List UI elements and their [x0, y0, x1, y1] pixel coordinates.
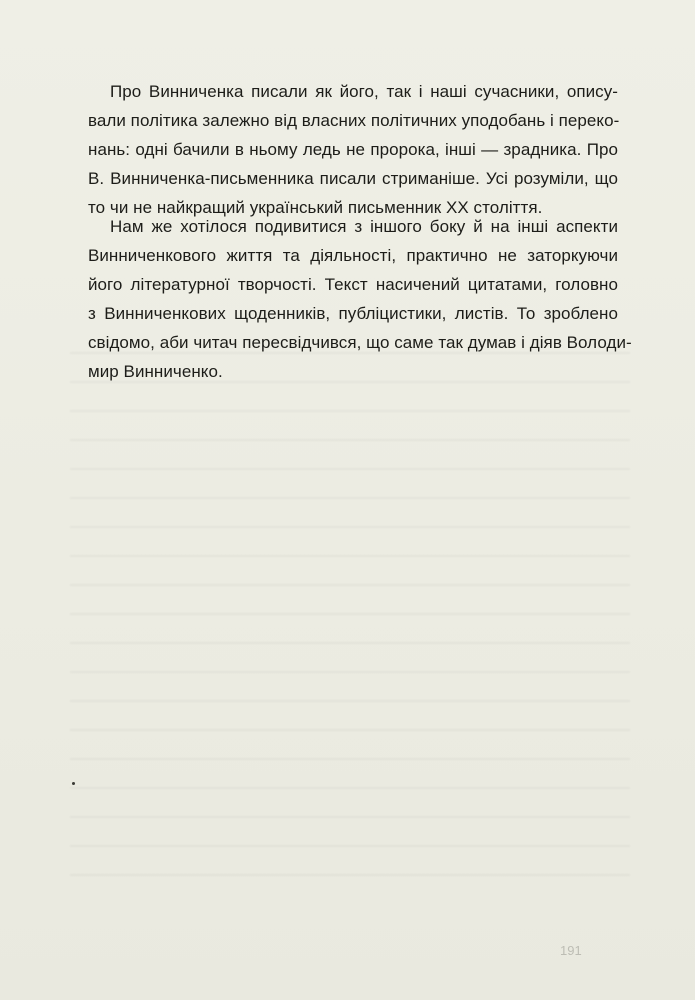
paragraph-2 — [88, 212, 632, 386]
paragraph-line: вали політика залежно від власних політичних уподобань і переко- — [88, 111, 620, 130]
paragraph-line: нань: одні бачили в ньому ледь не пророка, інші — зрадника. Про — [88, 140, 618, 159]
paragraph-line: свідомо, аби читач пересвідчився, що саме так думав і діяв Володи- — [88, 333, 632, 352]
ink-speck — [72, 782, 75, 785]
paragraph-line: його літературної творчості. Текст насичений цитатами, головно — [88, 275, 618, 294]
paragraph-line: В. Винниченка-письменника писали стриманіше. Усі розуміли, що — [88, 169, 618, 188]
paragraph-line: Про Винниченка писали як його, так і наші сучасники, опису- — [110, 82, 618, 101]
paragraph-line: мир Винниченко. — [88, 362, 223, 381]
paragraph-line: Нам же хотілося подивитися з іншого боку й на інші аспекти — [110, 217, 618, 236]
page-number: 191 — [560, 943, 582, 958]
paragraph-line: Винниченкового життя та діяльності, практично не заторкуючи — [88, 246, 618, 265]
show-through-texture — [70, 330, 630, 900]
paragraph-line: то чи не найкращий український письменник ХХ століття. — [88, 198, 543, 217]
paragraph-line: з Винниченкових щоденників, публіцистики, листів. То зроблено — [88, 304, 618, 323]
paragraph-1 — [88, 77, 618, 222]
